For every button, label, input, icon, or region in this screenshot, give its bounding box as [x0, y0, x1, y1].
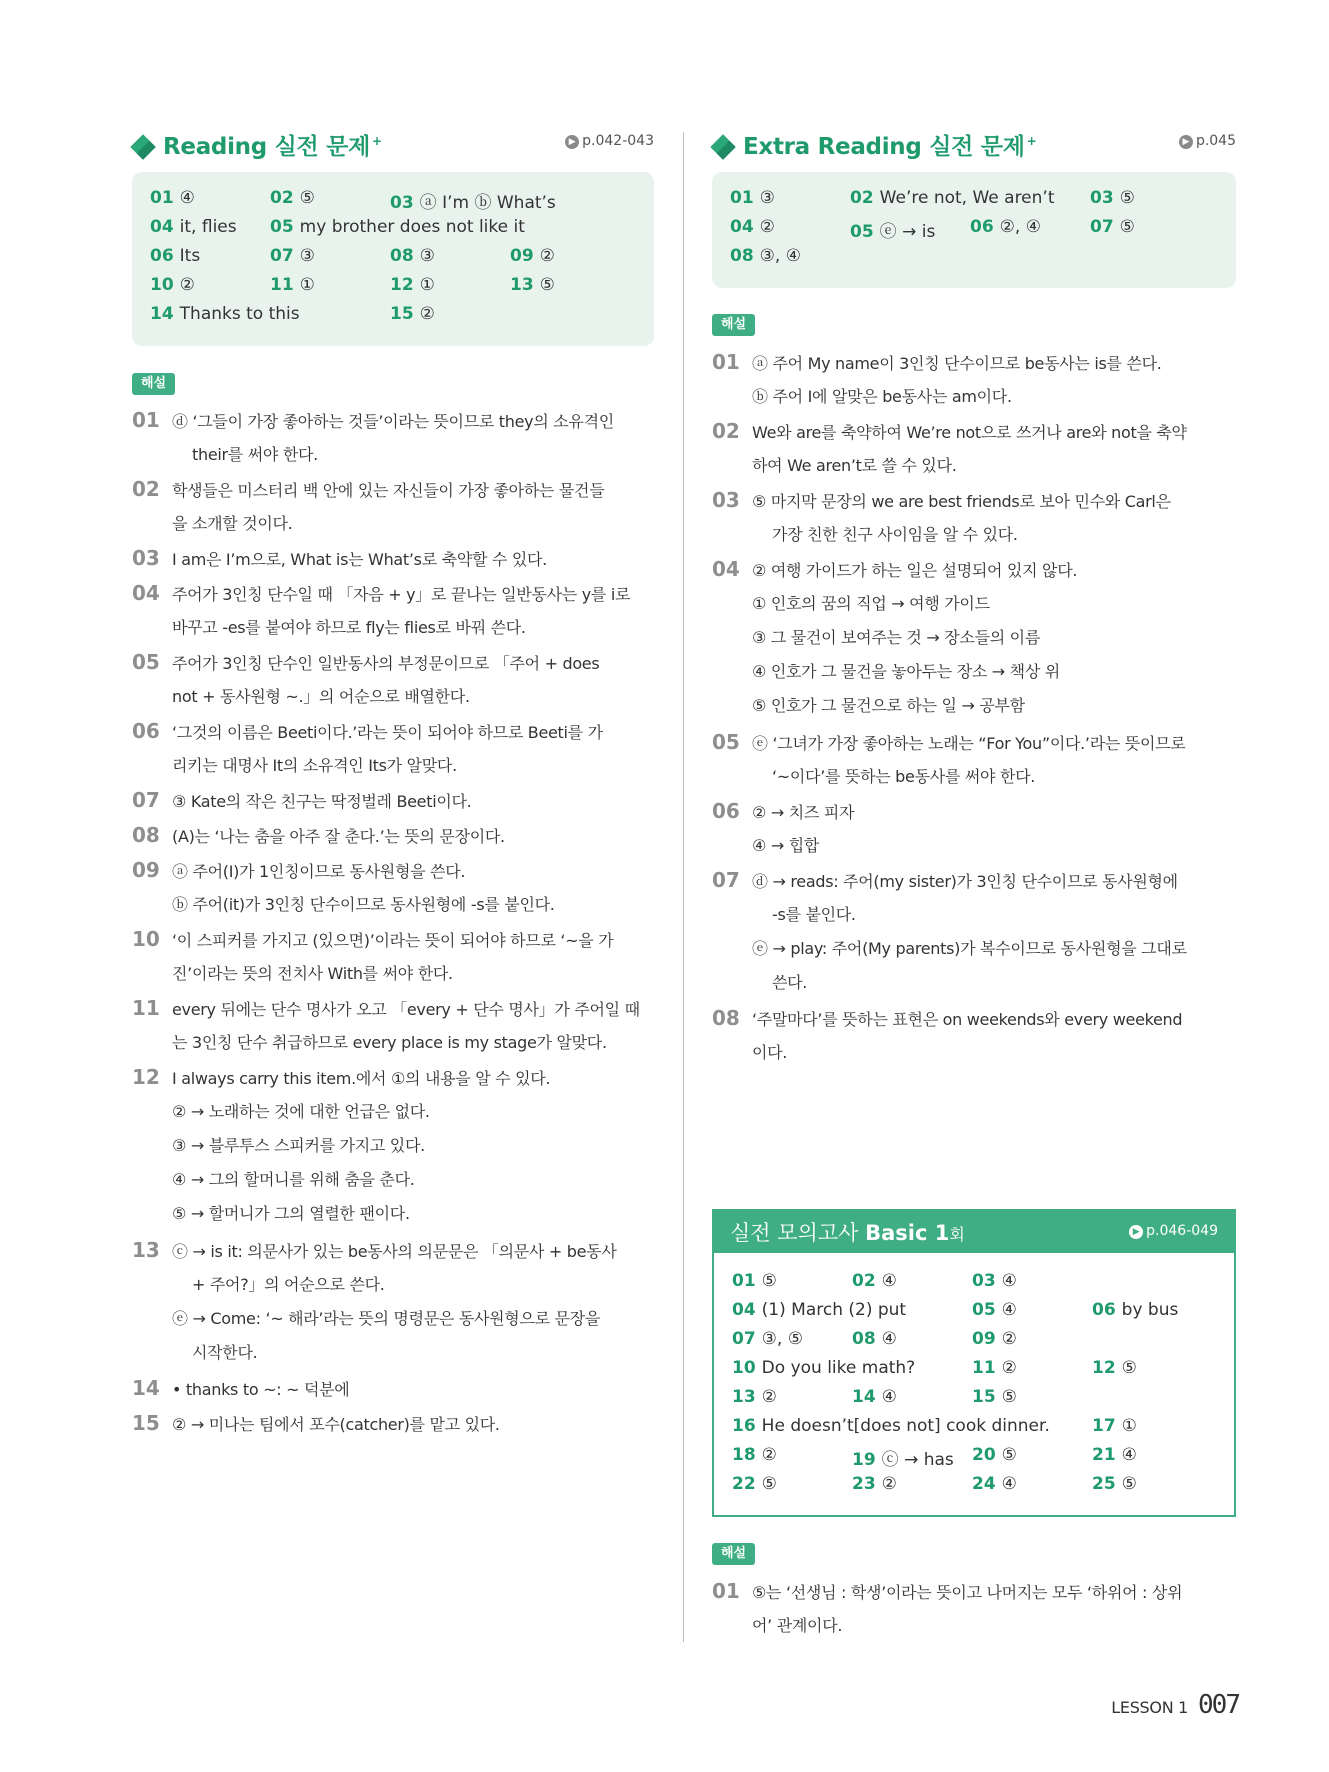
page-reference: ▶ p.045: [1179, 133, 1236, 149]
arrow-right-icon: ▶: [1129, 1225, 1143, 1239]
arrow-right-icon: ▶: [565, 135, 579, 149]
section-title: Reading 실전 문제 +: [163, 134, 382, 160]
mock-exam-header: [714, 1211, 1234, 1253]
mock-exam-box: 실전 모의고사 Basic 1회 ▶ p.046-049 01 ⑤ 02 ④ 03 ④ 04 (1) March (2) put 05 ④ 06 by bus 07 ③, ⑤ 08 ④ 09 ② 10 Do you like math? 11 ② 12 ⑤ 13 ② 14 ④ 15 ⑤ 16 He doesn’t[does not] cook dinner. 17 ① 18 ② 19 ⓒ → has 20 ⑤ 21 ④ 22 ⑤ 23 ② 24 ④ 25 ⑤: [712, 1209, 1236, 1517]
mock-exam-title: 실전 모의고사 Basic 1회: [730, 1221, 965, 1245]
extra-reading-section-header: [712, 128, 1236, 168]
explanation-badge: 해설: [712, 314, 755, 336]
answer-box: 01 ③ 02 We’re not, We aren’t 03 ⑤ 04 ② 05 ⓔ → is 06 ②, ④ 07 ⑤ 08 ③, ④: [712, 172, 1236, 288]
page-footer: [1111, 1690, 1239, 1720]
page-reference: ▶ p.046-049: [1129, 1223, 1218, 1239]
explanation-badge: 해설: [712, 1543, 755, 1565]
section-title: Extra Reading 실전 문제 +: [743, 134, 1037, 160]
page-reference: ▶ p.042-043: [565, 133, 654, 149]
diamond-icon: [710, 134, 735, 159]
diamond-icon: [130, 134, 155, 159]
arrow-right-icon: ▶: [1179, 135, 1193, 149]
page-number: 007: [1198, 1690, 1239, 1720]
reading-section-header: [132, 128, 654, 168]
lesson-label: LESSON 1: [1111, 1698, 1189, 1717]
column-divider: [683, 132, 684, 1642]
answer-box: 01 ④ 02 ⑤ 03 ⓐ I’m ⓑ What’s 04 it, flies 05 my brother does not like it 06 Its 07 ③ 08 ③ 09 ② 10 ② 11 ① 12 ① 13 ⑤ 14 Thanks to this 15 ②: [132, 172, 654, 346]
explanation-badge: 해설: [132, 373, 175, 395]
